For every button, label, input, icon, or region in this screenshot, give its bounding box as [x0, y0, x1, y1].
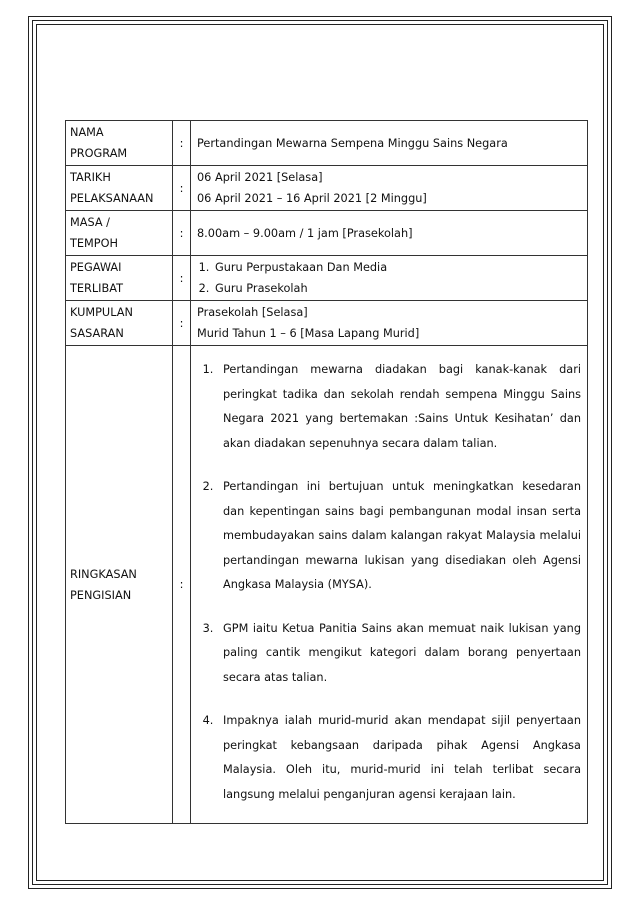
list-item: 1. Guru Perpustakaan Dan Media [213, 257, 587, 278]
label-nama-program [66, 121, 173, 166]
value-masa-tempoh [191, 211, 588, 256]
row-tarikh-pelaksanaan [66, 166, 588, 211]
list-item: 2. Pertandingan ini bertujuan untuk meningkatkan kesedaran dan kepentingan sains bagi pembangunan modal insan serta membudayakan sains dalam kalangan rakyat Malaysia melalui pertandingan mewarna lukisan yang disediakan oleh Agensi Angkasa Malaysia (MYSA). [217, 475, 581, 598]
label-ringkasan-pengisian [66, 346, 173, 824]
value-tarikh-pelaksanaan [191, 166, 588, 211]
colon-separator: : [173, 346, 191, 824]
value-line: Murid Tahun 1 – 6 [Masa Lapang Murid] [197, 327, 420, 340]
colon-separator: : [173, 166, 191, 211]
label-kumpulan-sasaran [66, 301, 173, 346]
list-item: 2. Guru Prasekolah [213, 278, 587, 299]
colon-separator: : [173, 121, 191, 166]
label-line: MASA / [70, 216, 110, 229]
value-line: Prasekolah [Selasa] [197, 306, 308, 319]
colon-separator: : [173, 256, 191, 301]
label-tarikh-pelaksanaan [66, 166, 173, 211]
label-line: SASARAN [70, 327, 124, 340]
row-masa-tempoh [66, 211, 588, 256]
row-pegawai-terlibat [66, 256, 588, 301]
value-ringkasan-pengisian [191, 346, 588, 824]
label-line: PROGRAM [70, 147, 128, 160]
label-line: PEGAWAI [70, 261, 122, 274]
label-line: TARIKH [70, 171, 111, 184]
list-item: 4. Impaknya ialah murid-murid akan mendapat sijil penyertaan peringkat kebangsaan daripada pihak Agensi Angkasa Malaysia. Oleh itu, murid-murid ini telah terlibat secara langsung melalui penganjuran agensi kerajaan lain. [217, 709, 581, 807]
label-line: PELAKSANAAN [70, 192, 154, 205]
value-kumpulan-sasaran [191, 301, 588, 346]
row-nama-program [66, 121, 588, 166]
summary-list [197, 358, 581, 807]
label-masa-tempoh [66, 211, 173, 256]
list-item: 3. GPM iaitu Ketua Panitia Sains akan memuat naik lukisan yang paling cantik mengikut kategori dalam borang penyertaan secara atas talian. [217, 617, 581, 691]
row-kumpulan-sasaran [66, 301, 588, 346]
program-info-table [65, 120, 588, 824]
label-line: PENGISIAN [70, 588, 132, 602]
value-nama-program [191, 121, 588, 166]
row-ringkasan-pengisian [66, 346, 588, 824]
value-line: 06 April 2021 [Selasa] [197, 171, 323, 184]
label-pegawai-terlibat [66, 256, 173, 301]
label-line: TERLIBAT [70, 282, 124, 295]
label-line: TEMPOH [70, 237, 118, 250]
label-line: NAMA [70, 126, 104, 139]
list-item: 1. Pertandingan mewarna diadakan bagi kanak-kanak dari peringkat tadika dan sekolah rendah sempena Minggu Sains Negara 2021 yang bertemakan :Sains Untuk Kesihatan’ dan akan diadakan sepenuhnya secara dalam talian. [217, 358, 581, 456]
value-line: 8.00am – 9.00am / 1 jam [Prasekolah] [197, 226, 413, 240]
label-line: RINGKASAN [70, 567, 137, 581]
colon-separator: : [173, 211, 191, 256]
value-line: Pertandingan Mewarna Sempena Minggu Sains Negara [197, 136, 508, 150]
colon-separator: : [173, 301, 191, 346]
officer-list [197, 257, 587, 299]
value-pegawai-terlibat [191, 256, 588, 301]
label-line: KUMPULAN [70, 306, 133, 319]
value-line: 06 April 2021 – 16 April 2021 [2 Minggu] [197, 192, 427, 205]
